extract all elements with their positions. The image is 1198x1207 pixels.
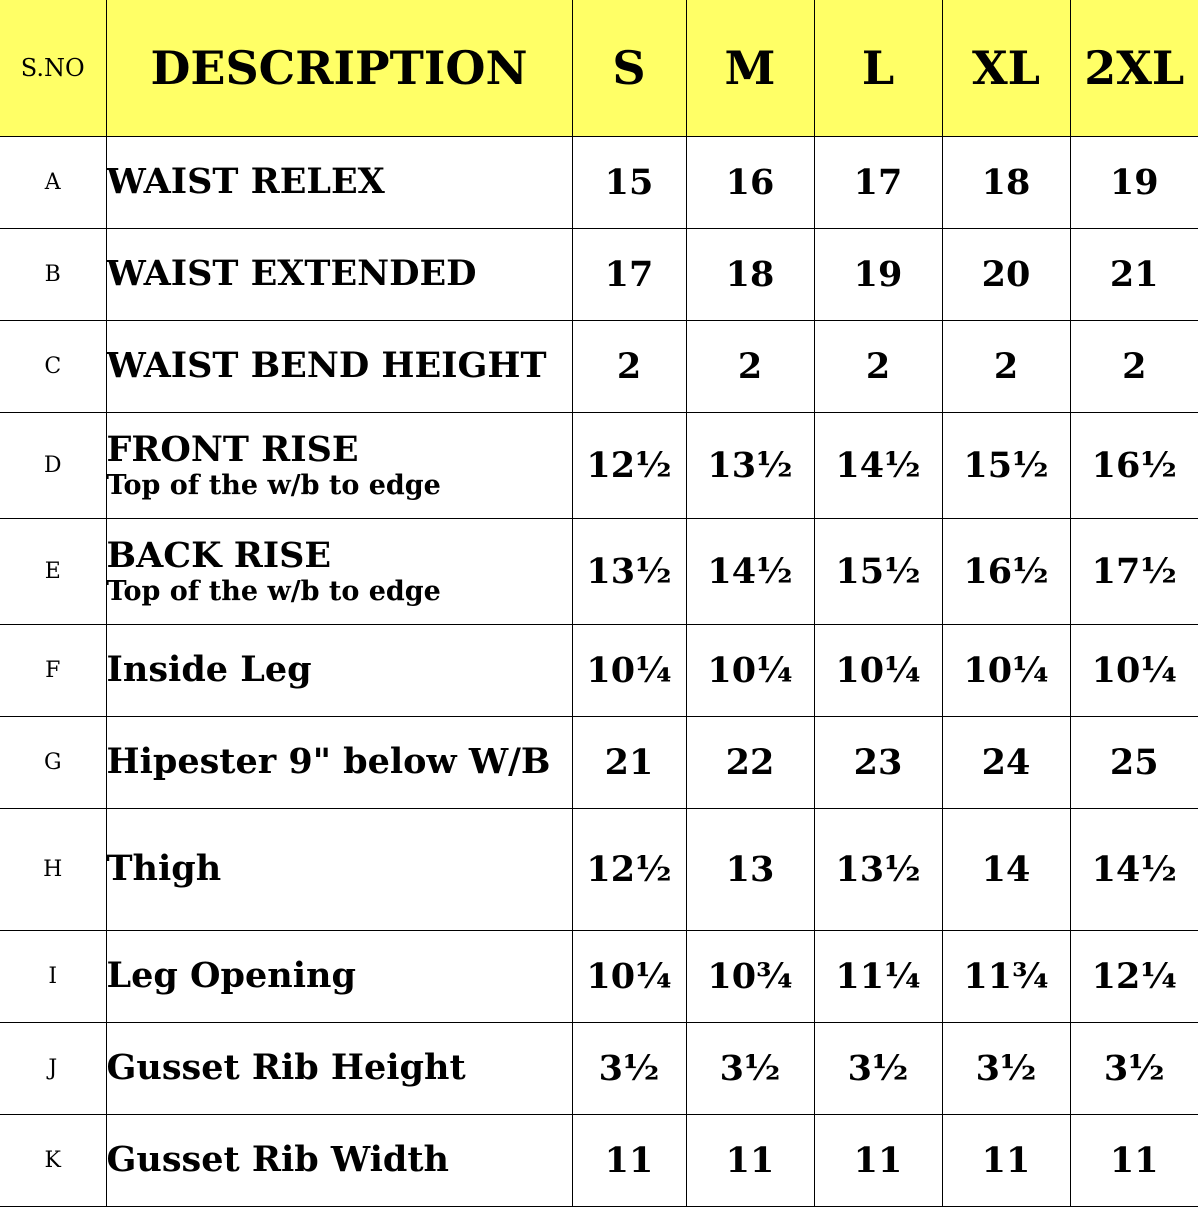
value-cell: 12½ xyxy=(572,809,686,931)
row-label-text: Inside Leg xyxy=(106,649,312,691)
row-label xyxy=(106,519,572,625)
table-row xyxy=(0,625,1198,717)
row-sno: J xyxy=(0,1023,106,1115)
value-cell: 2 xyxy=(1070,321,1198,413)
header-size-xl: XL xyxy=(942,0,1070,137)
row-label-text: WAIST RELEX xyxy=(106,161,385,203)
header-size-s: S xyxy=(572,0,686,137)
row-label xyxy=(106,625,572,717)
value-cell: 2 xyxy=(686,321,814,413)
value-cell: 18 xyxy=(686,229,814,321)
value-cell: 10¼ xyxy=(572,931,686,1023)
value-cell: 15½ xyxy=(942,413,1070,519)
row-label-text: Leg Opening xyxy=(106,955,356,997)
row-sno: B xyxy=(0,229,106,321)
table-row xyxy=(0,1023,1198,1115)
value-cell: 11 xyxy=(1070,1115,1198,1207)
value-cell: 10¼ xyxy=(686,625,814,717)
row-sno: G xyxy=(0,717,106,809)
value-cell: 15½ xyxy=(814,519,942,625)
value-cell: 11 xyxy=(572,1115,686,1207)
value-cell: 19 xyxy=(814,229,942,321)
table-row xyxy=(0,229,1198,321)
value-cell: 17 xyxy=(572,229,686,321)
value-cell: 2 xyxy=(572,321,686,413)
row-label-text: BACK RISE xyxy=(106,534,332,576)
value-cell: 10¼ xyxy=(1070,625,1198,717)
table-row xyxy=(0,1115,1198,1207)
value-cell: 16½ xyxy=(1070,413,1198,519)
value-cell: 20 xyxy=(942,229,1070,321)
value-cell: 11 xyxy=(686,1115,814,1207)
value-cell: 2 xyxy=(942,321,1070,413)
value-cell: 13½ xyxy=(572,519,686,625)
value-cell: 16½ xyxy=(942,519,1070,625)
row-label xyxy=(106,1023,572,1115)
value-cell: 3½ xyxy=(572,1023,686,1115)
value-cell: 14½ xyxy=(1070,809,1198,931)
row-sno: F xyxy=(0,625,106,717)
value-cell: 3½ xyxy=(1070,1023,1198,1115)
value-cell: 11 xyxy=(942,1115,1070,1207)
row-sno: H xyxy=(0,809,106,931)
header-sno: S.NO xyxy=(0,0,106,137)
row-sublabel-text: Top of the w/b to edge xyxy=(106,576,441,608)
value-cell: 13 xyxy=(686,809,814,931)
row-sno: D xyxy=(0,413,106,519)
value-cell: 17½ xyxy=(1070,519,1198,625)
value-cell: 3½ xyxy=(814,1023,942,1115)
value-cell: 10¼ xyxy=(572,625,686,717)
value-cell: 18 xyxy=(942,137,1070,229)
table-row xyxy=(0,717,1198,809)
value-cell: 21 xyxy=(572,717,686,809)
value-cell: 12½ xyxy=(572,413,686,519)
value-cell: 10¼ xyxy=(942,625,1070,717)
value-cell: 11¼ xyxy=(814,931,942,1023)
row-label xyxy=(106,321,572,413)
value-cell: 13½ xyxy=(686,413,814,519)
row-sno: K xyxy=(0,1115,106,1207)
value-cell: 17 xyxy=(814,137,942,229)
row-label xyxy=(106,717,572,809)
table-row xyxy=(0,931,1198,1023)
row-label-text: Thigh xyxy=(106,848,222,890)
table-row xyxy=(0,413,1198,519)
header-description: DESCRIPTION xyxy=(106,0,572,137)
value-cell: 14½ xyxy=(814,413,942,519)
value-cell: 21 xyxy=(1070,229,1198,321)
value-cell: 23 xyxy=(814,717,942,809)
table-row xyxy=(0,321,1198,413)
header-size-2xl: 2XL xyxy=(1070,0,1198,137)
row-label-text: WAIST EXTENDED xyxy=(106,253,477,295)
row-label xyxy=(106,413,572,519)
row-label xyxy=(106,229,572,321)
value-cell: 19 xyxy=(1070,137,1198,229)
value-cell: 13½ xyxy=(814,809,942,931)
header-size-m: M xyxy=(686,0,814,137)
value-cell: 10¼ xyxy=(814,625,942,717)
value-cell: 14½ xyxy=(686,519,814,625)
value-cell: 11 xyxy=(814,1115,942,1207)
value-cell: 14 xyxy=(942,809,1070,931)
table-row xyxy=(0,519,1198,625)
row-sno: A xyxy=(0,137,106,229)
row-sno: C xyxy=(0,321,106,413)
row-label-text: Gusset Rib Height xyxy=(106,1047,466,1089)
value-cell: 25 xyxy=(1070,717,1198,809)
value-cell: 24 xyxy=(942,717,1070,809)
value-cell: 22 xyxy=(686,717,814,809)
value-cell: 12¼ xyxy=(1070,931,1198,1023)
row-sno: I xyxy=(0,931,106,1023)
value-cell: 10¾ xyxy=(686,931,814,1023)
row-label-text: Gusset Rib Width xyxy=(106,1139,449,1181)
value-cell: 16 xyxy=(686,137,814,229)
header-row xyxy=(0,0,1198,137)
value-cell: 2 xyxy=(814,321,942,413)
table-row xyxy=(0,809,1198,931)
row-sno: E xyxy=(0,519,106,625)
row-label-text: Hipester 9" below W/B xyxy=(106,741,551,783)
row-label xyxy=(106,137,572,229)
value-cell: 3½ xyxy=(942,1023,1070,1115)
row-sublabel-text: Top of the w/b to edge xyxy=(106,470,441,502)
row-label xyxy=(106,809,572,931)
table-row xyxy=(0,137,1198,229)
row-label-text: WAIST BEND HEIGHT xyxy=(106,345,547,387)
value-cell: 15 xyxy=(572,137,686,229)
value-cell: 11¾ xyxy=(942,931,1070,1023)
header-size-l: L xyxy=(814,0,942,137)
row-label xyxy=(106,931,572,1023)
value-cell: 3½ xyxy=(686,1023,814,1115)
row-label-text: FRONT RISE xyxy=(106,428,359,470)
row-label xyxy=(106,1115,572,1207)
